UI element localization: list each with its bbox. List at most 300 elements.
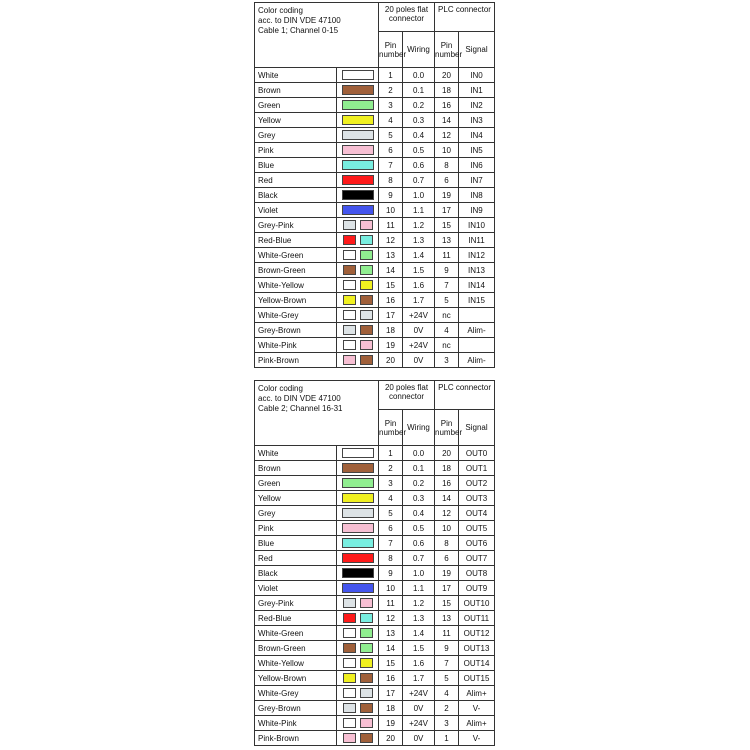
plc-pin-number: 12: [435, 128, 459, 143]
wiring-value: 0.2: [403, 476, 435, 491]
signal-name: IN12: [459, 248, 495, 263]
plc-pin-number: 6: [435, 551, 459, 566]
col-wiring-header: Wiring: [403, 32, 435, 68]
wiring-value: +24V: [403, 338, 435, 353]
color-swatch-cell: [337, 656, 379, 671]
wire-color-name: Red-Blue: [255, 611, 337, 626]
color-swatch-cell: [337, 551, 379, 566]
color-swatch-cell: [337, 293, 379, 308]
wire-color-name: Red-Blue: [255, 233, 337, 248]
table-row: [255, 188, 495, 203]
wiring-value: 1.7: [403, 293, 435, 308]
wiring-value: 0.5: [403, 143, 435, 158]
wire-color-name: Brown-Green: [255, 263, 337, 278]
signal-name: OUT4: [459, 506, 495, 521]
color-coding-table-cable-1: [254, 2, 495, 368]
color-swatch: [343, 643, 356, 653]
pin-number: 2: [379, 83, 403, 98]
wiring-value: 0.7: [403, 173, 435, 188]
wire-color-name: Violet: [255, 203, 337, 218]
col-plc-pin-number-header: Pin number: [435, 410, 459, 446]
color-swatch: [343, 598, 356, 608]
wire-color-name: Red: [255, 551, 337, 566]
pin-number: 18: [379, 701, 403, 716]
plc-pin-number: 1: [435, 731, 459, 746]
signal-name: IN14: [459, 278, 495, 293]
wire-color-name: Yellow: [255, 491, 337, 506]
table-row: [255, 113, 495, 128]
signal-name: Alim-: [459, 323, 495, 338]
color-swatch: [342, 568, 374, 578]
signal-name: Alim+: [459, 686, 495, 701]
plc-pin-number: 10: [435, 143, 459, 158]
table-row: [255, 491, 495, 506]
signal-name: V-: [459, 701, 495, 716]
flat-connector-header: 20 poles flat connector: [379, 3, 435, 32]
signal-name: OUT15: [459, 671, 495, 686]
wire-color-name: White-Green: [255, 248, 337, 263]
color-swatch: [342, 130, 374, 140]
table-row: [255, 263, 495, 278]
wire-color-name: Green: [255, 98, 337, 113]
color-swatch-cell: [337, 263, 379, 278]
plc-pin-number: 3: [435, 716, 459, 731]
plc-pin-number: 17: [435, 581, 459, 596]
color-swatch: [360, 235, 373, 245]
signal-name: Alim-: [459, 353, 495, 368]
pin-number: 12: [379, 233, 403, 248]
pin-number: 1: [379, 68, 403, 83]
wiring-value: 1.3: [403, 611, 435, 626]
color-swatch: [342, 553, 374, 563]
plc-pin-number: nc: [435, 338, 459, 353]
color-swatch: [342, 115, 374, 125]
signal-name: OUT13: [459, 641, 495, 656]
pin-number: 2: [379, 461, 403, 476]
col-wiring-header: Wiring: [403, 410, 435, 446]
pin-number: 9: [379, 566, 403, 581]
wiring-value: 0.6: [403, 158, 435, 173]
color-swatch-cell: [337, 143, 379, 158]
wire-color-name: Pink-Brown: [255, 731, 337, 746]
wiring-value: +24V: [403, 308, 435, 323]
pin-number: 8: [379, 551, 403, 566]
color-swatch: [342, 523, 374, 533]
color-swatch: [343, 718, 356, 728]
signal-name: OUT0: [459, 446, 495, 461]
color-swatch-cell: [337, 113, 379, 128]
plc-pin-number: 18: [435, 461, 459, 476]
table-row: [255, 701, 495, 716]
color-swatch-cell: [337, 701, 379, 716]
color-swatch: [342, 205, 374, 215]
color-swatch-cell: [337, 203, 379, 218]
signal-name: OUT11: [459, 611, 495, 626]
wiring-value: 0V: [403, 323, 435, 338]
wire-color-name: Blue: [255, 536, 337, 551]
plc-pin-number: 8: [435, 158, 459, 173]
color-swatch: [343, 733, 356, 743]
table-row: [255, 686, 495, 701]
table-row: [255, 626, 495, 641]
wiring-value: 0.7: [403, 551, 435, 566]
wiring-value: 0.0: [403, 446, 435, 461]
color-swatch: [343, 355, 356, 365]
table-row: [255, 581, 495, 596]
wiring-value: 0.1: [403, 461, 435, 476]
table-row: [255, 293, 495, 308]
wire-color-name: Brown: [255, 83, 337, 98]
table-row: [255, 143, 495, 158]
table-row: [255, 506, 495, 521]
pin-number: 17: [379, 308, 403, 323]
color-swatch: [360, 250, 373, 260]
signal-name: OUT7: [459, 551, 495, 566]
signal-name: OUT3: [459, 491, 495, 506]
color-swatch: [342, 70, 374, 80]
wire-color-name: Brown-Green: [255, 641, 337, 656]
wiring-value: 1.3: [403, 233, 435, 248]
color-swatch-cell: [337, 536, 379, 551]
color-swatch: [342, 448, 374, 458]
table-row: [255, 611, 495, 626]
col-pin-number-header: Pin number: [379, 32, 403, 68]
wire-color-name: Red: [255, 173, 337, 188]
color-swatch: [360, 340, 373, 350]
plc-pin-number: 13: [435, 611, 459, 626]
table-body: [255, 3, 495, 368]
color-swatch: [360, 613, 373, 623]
color-swatch-cell: [337, 68, 379, 83]
table-row: [255, 476, 495, 491]
plc-pin-number: 5: [435, 671, 459, 686]
wiring-value: +24V: [403, 716, 435, 731]
signal-name: V-: [459, 731, 495, 746]
color-swatch: [343, 250, 356, 260]
pin-number: 6: [379, 521, 403, 536]
plc-pin-number: 12: [435, 506, 459, 521]
color-swatch-cell: [337, 218, 379, 233]
color-swatch-cell: [337, 248, 379, 263]
color-swatch: [342, 583, 374, 593]
table-row: [255, 83, 495, 98]
table-row: [255, 353, 495, 368]
pin-number: 19: [379, 716, 403, 731]
table-row: [255, 173, 495, 188]
plc-pin-number: nc: [435, 308, 459, 323]
signal-name: IN13: [459, 263, 495, 278]
wiring-value: 0.2: [403, 98, 435, 113]
signal-name: OUT2: [459, 476, 495, 491]
plc-pin-number: 11: [435, 626, 459, 641]
table-row: [255, 551, 495, 566]
color-swatch: [360, 733, 373, 743]
wiring-value: 0.4: [403, 128, 435, 143]
color-swatch: [343, 628, 356, 638]
signal-name: IN7: [459, 173, 495, 188]
plc-connector-header: PLC connector: [435, 381, 495, 410]
color-swatch-cell: [337, 278, 379, 293]
signal-name: IN0: [459, 68, 495, 83]
color-swatch: [343, 658, 356, 668]
color-swatch: [360, 325, 373, 335]
signal-name: IN5: [459, 143, 495, 158]
table-row: [255, 323, 495, 338]
wire-color-name: Grey: [255, 506, 337, 521]
wire-color-name: Yellow-Brown: [255, 671, 337, 686]
table-row: [255, 158, 495, 173]
color-swatch-cell: [337, 641, 379, 656]
plc-pin-number: 20: [435, 446, 459, 461]
plc-pin-number: 11: [435, 248, 459, 263]
table-row: [255, 731, 495, 746]
plc-pin-number: 9: [435, 263, 459, 278]
wire-color-name: White-Grey: [255, 686, 337, 701]
wire-color-name: White: [255, 68, 337, 83]
color-swatch-cell: [337, 491, 379, 506]
color-swatch: [342, 463, 374, 473]
color-swatch-cell: [337, 233, 379, 248]
plc-pin-number: 14: [435, 491, 459, 506]
plc-pin-number: 9: [435, 641, 459, 656]
pin-number: 13: [379, 248, 403, 263]
color-swatch-cell: [337, 128, 379, 143]
wire-color-name: Pink: [255, 521, 337, 536]
wire-color-name: White-Yellow: [255, 656, 337, 671]
pin-number: 1: [379, 446, 403, 461]
table-row: [255, 461, 495, 476]
color-swatch-cell: [337, 353, 379, 368]
pin-number: 15: [379, 278, 403, 293]
col-signal-header: Signal: [459, 32, 495, 68]
color-swatch-cell: [337, 338, 379, 353]
table-row: [255, 233, 495, 248]
plc-pin-number: 4: [435, 686, 459, 701]
color-swatch: [343, 220, 356, 230]
wire-color-name: Grey: [255, 128, 337, 143]
color-swatch-cell: [337, 323, 379, 338]
color-swatch: [360, 265, 373, 275]
table-header-row: [255, 381, 495, 410]
pin-number: 20: [379, 353, 403, 368]
wire-color-name: Black: [255, 566, 337, 581]
plc-pin-number: 15: [435, 218, 459, 233]
wire-color-name: Black: [255, 188, 337, 203]
pin-number: 19: [379, 338, 403, 353]
wire-color-name: Grey-Pink: [255, 218, 337, 233]
color-swatch: [360, 658, 373, 668]
wiring-value: 1.2: [403, 596, 435, 611]
pin-number: 5: [379, 506, 403, 521]
wiring-value: 0.5: [403, 521, 435, 536]
flat-connector-header: 20 poles flat connector: [379, 381, 435, 410]
signal-name: OUT8: [459, 566, 495, 581]
wire-color-name: Grey-Brown: [255, 323, 337, 338]
pin-number: 4: [379, 113, 403, 128]
color-swatch-cell: [337, 476, 379, 491]
wiring-value: 0.0: [403, 68, 435, 83]
signal-name: IN11: [459, 233, 495, 248]
color-swatch-cell: [337, 521, 379, 536]
color-swatch: [343, 688, 356, 698]
pin-number: 16: [379, 293, 403, 308]
plc-pin-number: 13: [435, 233, 459, 248]
color-swatch: [343, 295, 356, 305]
color-swatch-cell: [337, 158, 379, 173]
wire-color-name: White-Green: [255, 626, 337, 641]
wire-color-name: White-Grey: [255, 308, 337, 323]
table-row: [255, 671, 495, 686]
color-swatch: [342, 160, 374, 170]
wire-color-name: White-Yellow: [255, 278, 337, 293]
wire-color-name: Pink: [255, 143, 337, 158]
pin-number: 10: [379, 203, 403, 218]
table-row: [255, 596, 495, 611]
wire-color-name: White-Pink: [255, 338, 337, 353]
wire-color-name: Grey-Pink: [255, 596, 337, 611]
pin-number: 17: [379, 686, 403, 701]
wire-color-name: Yellow: [255, 113, 337, 128]
color-swatch-cell: [337, 596, 379, 611]
color-swatch: [360, 673, 373, 683]
color-swatch: [343, 613, 356, 623]
pin-number: 11: [379, 596, 403, 611]
color-swatch: [342, 478, 374, 488]
pin-number: 16: [379, 671, 403, 686]
plc-pin-number: 10: [435, 521, 459, 536]
wire-color-name: Brown: [255, 461, 337, 476]
plc-pin-number: 15: [435, 596, 459, 611]
plc-pin-number: 5: [435, 293, 459, 308]
color-swatch: [360, 280, 373, 290]
table-title: Color coding acc. to DIN VDE 47100 Cable 2; Channel 16-31: [255, 381, 379, 446]
pin-number: 7: [379, 158, 403, 173]
pin-number: 6: [379, 143, 403, 158]
signal-name: IN1: [459, 83, 495, 98]
plc-pin-number: 20: [435, 68, 459, 83]
color-swatch: [343, 673, 356, 683]
color-swatch-cell: [337, 626, 379, 641]
table-row: [255, 128, 495, 143]
signal-name: IN15: [459, 293, 495, 308]
color-swatch: [342, 508, 374, 518]
col-signal-header: Signal: [459, 410, 495, 446]
wiring-value: 1.2: [403, 218, 435, 233]
wiring-value: 0V: [403, 731, 435, 746]
signal-name: OUT9: [459, 581, 495, 596]
col-plc-pin-number-header: Pin number: [435, 32, 459, 68]
wiring-value: 1.4: [403, 248, 435, 263]
color-swatch-cell: [337, 686, 379, 701]
color-swatch-cell: [337, 581, 379, 596]
color-swatch-cell: [337, 611, 379, 626]
pin-number: 4: [379, 491, 403, 506]
wire-color-name: Pink-Brown: [255, 353, 337, 368]
wiring-value: 0.1: [403, 83, 435, 98]
pin-number: 3: [379, 98, 403, 113]
table-row: [255, 338, 495, 353]
pin-number: 14: [379, 263, 403, 278]
wiring-value: 1.5: [403, 263, 435, 278]
color-swatch: [342, 190, 374, 200]
color-swatch-cell: [337, 446, 379, 461]
table-row: [255, 68, 495, 83]
plc-pin-number: 6: [435, 173, 459, 188]
signal-name: OUT14: [459, 656, 495, 671]
color-swatch: [343, 310, 356, 320]
wiring-value: 1.1: [403, 581, 435, 596]
signal-name: IN3: [459, 113, 495, 128]
color-swatch-cell: [337, 506, 379, 521]
wire-color-name: Yellow-Brown: [255, 293, 337, 308]
pin-number: 15: [379, 656, 403, 671]
pin-number: 10: [379, 581, 403, 596]
table-row: [255, 521, 495, 536]
wiring-value: 0V: [403, 353, 435, 368]
plc-pin-number: 7: [435, 278, 459, 293]
wire-color-name: Green: [255, 476, 337, 491]
wire-color-name: Grey-Brown: [255, 701, 337, 716]
signal-name: IN2: [459, 98, 495, 113]
color-swatch: [360, 688, 373, 698]
plc-pin-number: 14: [435, 113, 459, 128]
color-swatch: [343, 340, 356, 350]
color-swatch: [342, 85, 374, 95]
color-swatch: [343, 235, 356, 245]
plc-pin-number: 8: [435, 536, 459, 551]
table-row: [255, 203, 495, 218]
wiring-value: 0.3: [403, 491, 435, 506]
color-swatch-cell: [337, 83, 379, 98]
color-swatch: [342, 145, 374, 155]
color-swatch: [360, 628, 373, 638]
wire-color-name: White: [255, 446, 337, 461]
wiring-value: 0.4: [403, 506, 435, 521]
wiring-value: 1.0: [403, 188, 435, 203]
signal-name: OUT10: [459, 596, 495, 611]
plc-pin-number: 18: [435, 83, 459, 98]
color-swatch-cell: [337, 566, 379, 581]
table-row: [255, 98, 495, 113]
plc-pin-number: 16: [435, 98, 459, 113]
color-swatch: [342, 175, 374, 185]
color-swatch: [342, 493, 374, 503]
wiring-value: 1.4: [403, 626, 435, 641]
color-swatch: [343, 280, 356, 290]
col-pin-number-header: Pin number: [379, 410, 403, 446]
color-swatch: [342, 100, 374, 110]
table-row: [255, 446, 495, 461]
wiring-value: 0.6: [403, 536, 435, 551]
color-swatch: [360, 355, 373, 365]
signal-name: OUT1: [459, 461, 495, 476]
pin-number: 7: [379, 536, 403, 551]
color-swatch: [360, 598, 373, 608]
plc-connector-header: PLC connector: [435, 3, 495, 32]
wiring-value: 1.7: [403, 671, 435, 686]
table-header-row: [255, 3, 495, 32]
plc-pin-number: 4: [435, 323, 459, 338]
color-swatch-cell: [337, 188, 379, 203]
table-row: [255, 641, 495, 656]
table-row: [255, 716, 495, 731]
wiring-value: 1.0: [403, 566, 435, 581]
pin-number: 18: [379, 323, 403, 338]
color-swatch: [343, 703, 356, 713]
wire-color-name: Violet: [255, 581, 337, 596]
signal-name: IN4: [459, 128, 495, 143]
signal-name: OUT6: [459, 536, 495, 551]
